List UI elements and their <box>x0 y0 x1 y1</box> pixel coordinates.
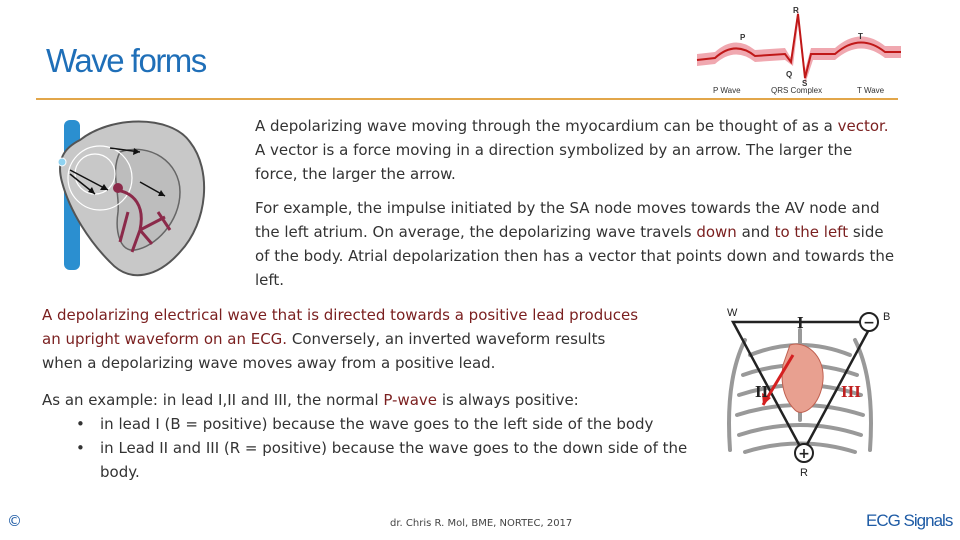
p4-intro <box>42 388 702 412</box>
p4-text-a: As an example: in lead I,II and III, the normal <box>42 391 384 409</box>
p2-left-highlight: to the left <box>774 223 849 241</box>
ecg-label-q: Q <box>786 70 793 79</box>
label-r: R <box>800 467 808 479</box>
paragraph-vector-definition <box>255 114 895 186</box>
lead-1-label: I <box>797 313 804 332</box>
sa-node-icon <box>58 158 66 166</box>
p1-text-b: A vector is a force moving in a direction symbolized by an arrow. The larger the force, the larger the arrow. <box>255 141 853 183</box>
paragraph-sa-node-example <box>255 196 895 292</box>
paragraph-lead-example <box>42 388 702 484</box>
p1-text-a: A depolarizing wave moving through the myocardium can be thought of as a <box>255 117 838 135</box>
ecg-caption-qrs: QRS Complex <box>771 86 823 95</box>
ecg-label-t: T <box>858 32 863 41</box>
bullet-text-lead-1: in lead I (B = positive) because the wave goes to the left side of the body <box>100 415 654 433</box>
bullet-icon: • <box>76 415 85 433</box>
author-credit: dr. Chris R. Mol, BME, NORTEC, 2017 <box>390 518 573 529</box>
label-w: W <box>727 307 738 319</box>
ecg-label-s: S <box>802 79 808 88</box>
ecg-label-r: R <box>793 6 799 15</box>
bullet-item-lead-2-3 <box>42 436 702 484</box>
av-node-icon <box>113 183 123 193</box>
p2-down-highlight: down <box>696 223 737 241</box>
ecg-caption-p-wave: P Wave <box>713 86 741 95</box>
lead-3-label: III <box>841 382 861 401</box>
p4-pwave-highlight: P-wave <box>383 391 438 409</box>
brand-logo-text: ECG Signals <box>866 511 953 530</box>
bullet-text-lead-2-3: in Lead II and III (R = positive) because the wave goes to the down side of the body. <box>100 439 688 481</box>
title-divider <box>36 98 898 100</box>
ecg-caption-t-wave: T Wave <box>857 86 885 95</box>
p1-vector-highlight: vector. <box>837 117 889 135</box>
ecg-label-p: P <box>740 33 746 42</box>
p3-text-rest: Conversely, an inverted waveform results when a depolarizing wave moves away from a positive lead. <box>42 330 606 372</box>
p2-text-c: side of the body. Atrial depolarization then has a vector that points down and towards the left. <box>255 223 895 289</box>
p4-text-b: is always positive: <box>437 391 579 409</box>
einthoven-triangle-illustration <box>705 300 895 485</box>
bullet-icon: • <box>76 439 85 457</box>
p3-highlight: A depolarizing electrical wave that is directed towards a positive lead produces an upright waveform on an ECG. <box>42 306 639 348</box>
label-b: B <box>883 311 891 323</box>
heart-vector-illustration <box>40 112 215 292</box>
minus-sign: − <box>863 315 875 331</box>
plus-sign: + <box>798 446 810 462</box>
copyright-symbol: © <box>7 512 22 530</box>
paragraph-upright-waveform <box>42 303 642 375</box>
lead-2-label: II <box>755 382 769 401</box>
page-title: Wave forms <box>46 42 206 79</box>
p2-text-b: and <box>736 223 775 241</box>
p2-text-a: For example, the impulse initiated by the SA node moves towards the AV node and the left atrium. On average, the depolarizing wave travels <box>255 199 880 241</box>
bullet-item-lead-1 <box>42 412 702 436</box>
ecg-waveform-diagram <box>695 2 903 98</box>
